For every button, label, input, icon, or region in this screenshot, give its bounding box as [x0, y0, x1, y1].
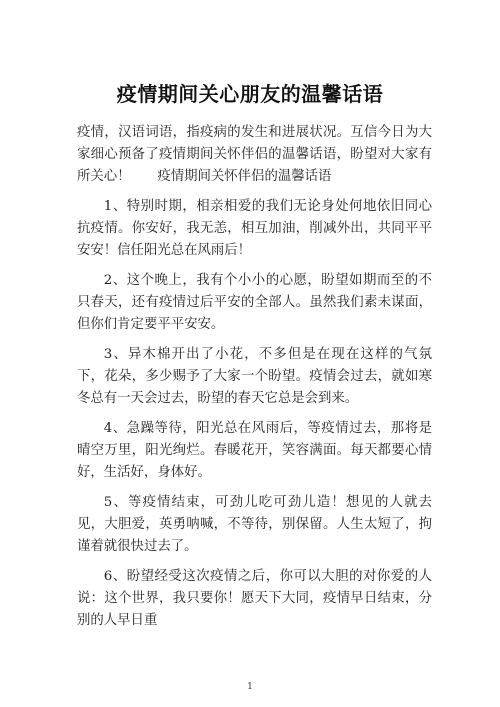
document-title: 疫情期间关心朋友的温馨话语	[116, 82, 384, 106]
paragraph-4: 4、急躁等待，阳光总在风雨后，等疫情过去，那将是晴空万里，阳光绚烂。春暖花开，笑容满面。每天都要心情好，生活好，身体好。	[77, 421, 432, 480]
paragraph-6: 6、盼望经受这次疫情之后，你可以大胆的对你爱的人说：这个世界，我只要你！愿天下大同，疫情早日结束，分别的人早日重	[77, 569, 432, 628]
intro-paragraph: 疫情，汉语词语，指疫病的发生和进展状况。互信今日为大家细心预备了疫情期间关怀伴侣的温馨话语，盼望对大家有所关心！ 疫情期间关怀伴侣的温馨话语	[77, 125, 432, 184]
document-body	[77, 122, 432, 640]
paragraph-2: 2、这个晚上，我有个小小的心愿，盼望如期而至的不只春天，还有疫情过后平安的全部人。虽然我们素未谋面，但你们肯定要平平安安。	[77, 273, 432, 332]
paragraph-1: 1、特别时期，相亲相爱的我们无论身处何地依旧同心抗疫情。你安好，我无恙，相互加油，削减外出，共同平平安安！信任阳光总在风雨后！	[77, 199, 432, 258]
paragraph-5: 5、等疫情结束，可劲儿吃可劲儿造！想见的人就去见，大胆爱，英勇呐喊，不等待，别保留。人生太短了，拘谨着就很快过去了。	[77, 495, 432, 554]
page-number: 1	[247, 682, 253, 692]
paragraph-3: 3、异木棉开出了小花，不多但是在现在这样的气氛下，花朵，多少赐予了大家一个盼望。疫情会过去，就如寒冬总有一天会过去，盼望的春天它总是会到来。	[77, 347, 432, 406]
